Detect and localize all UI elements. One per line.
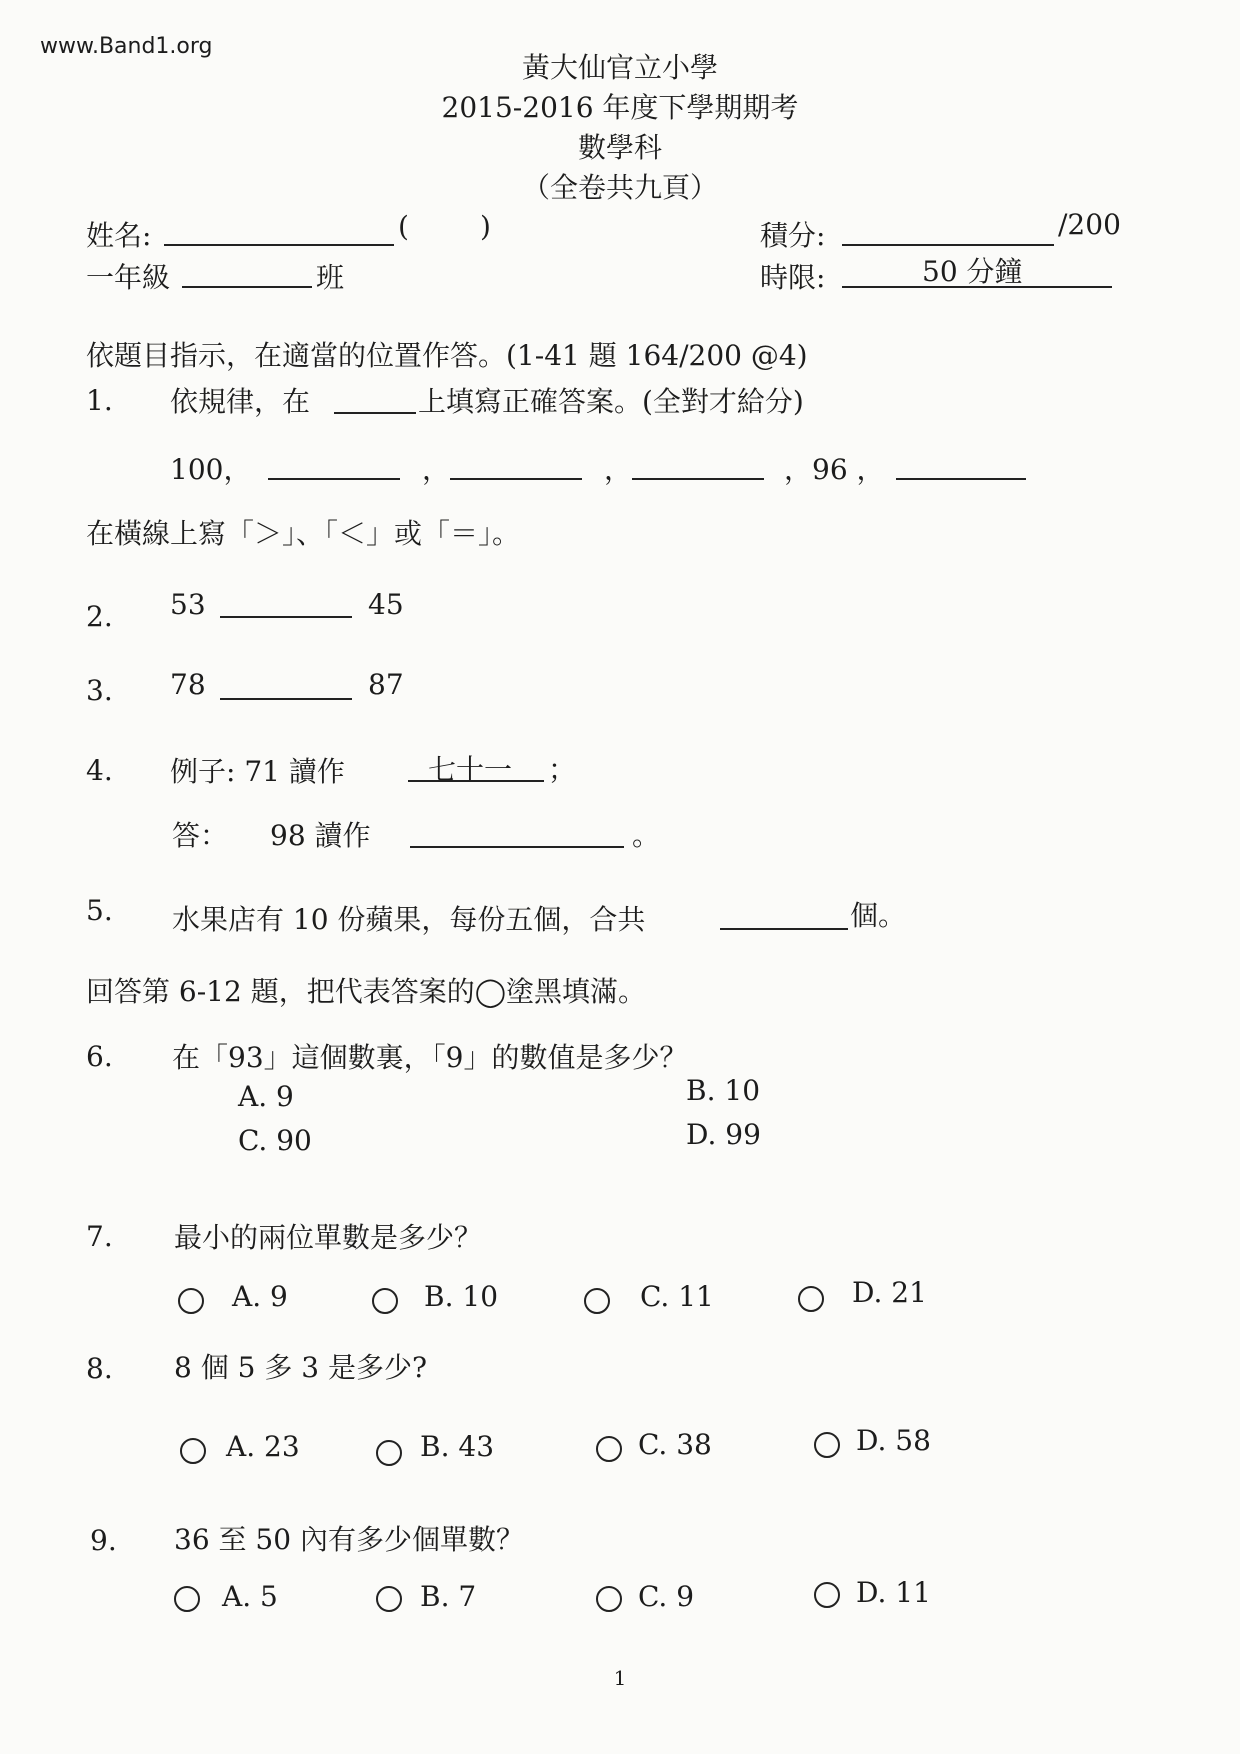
q2-right-value: 45	[368, 588, 404, 621]
q9-option-c: C. 9	[638, 1580, 695, 1613]
q4-question: 98 讀作	[270, 819, 371, 852]
q8-bubble-d[interactable]	[814, 1432, 840, 1458]
q8-bubble-c[interactable]	[596, 1436, 622, 1462]
class-number-open: (	[398, 210, 409, 243]
q1-value-100: 100，	[170, 453, 252, 486]
name-label: 姓名:	[86, 219, 152, 252]
q9-bubble-c[interactable]	[596, 1586, 622, 1612]
q7-bubble-c[interactable]	[584, 1288, 610, 1314]
q6-option-b[interactable]: B. 10	[686, 1074, 761, 1107]
class-label: 班	[316, 261, 345, 294]
q4-example-answer: 七十一	[428, 753, 513, 786]
watermark-url: www.Band1.org	[40, 34, 213, 59]
exam-term: 2015-2016 年度下學期期考	[441, 91, 799, 124]
q4-answer-label: 答：	[172, 819, 229, 852]
page-count: （全卷共九頁）	[521, 171, 718, 204]
q1-blank-2[interactable]	[450, 478, 582, 480]
q7-text: 最小的兩位單數是多少？	[174, 1221, 483, 1254]
main-instruction: 依題目指示，在適當的位置作答。(1-41 題 164/200 @4)	[86, 339, 808, 372]
exam-subject: 數學科	[577, 131, 662, 164]
q8-option-d: D. 58	[856, 1424, 931, 1457]
q4-example: 例子: 71 讀作	[170, 755, 345, 788]
q8-option-b: B. 43	[420, 1430, 495, 1463]
q1-comma-2: ，	[604, 453, 633, 486]
school-name: 黃大仙官立小學	[521, 51, 718, 84]
q5-text-b: 個。	[850, 899, 907, 932]
q2-number: 2.	[86, 600, 113, 633]
q8-bubble-b[interactable]	[376, 1440, 402, 1466]
score-label: 積分:	[760, 219, 826, 252]
q7-option-d: D. 21	[852, 1276, 927, 1309]
q4-period: 。	[632, 819, 661, 852]
q6-option-a[interactable]: A. 9	[238, 1080, 294, 1113]
q1-blank-4[interactable]	[896, 478, 1026, 480]
q6-option-c[interactable]: C. 90	[238, 1124, 312, 1157]
q4-example-underline	[408, 780, 544, 782]
compare-instruction: 在橫線上寫「＞」、「＜」或「＝」。	[86, 517, 521, 550]
q1-text-a: 依規律，在	[170, 385, 311, 418]
q1-text-b: 上填寫正確答案。(全對才給分)	[418, 385, 804, 418]
q7-bubble-b[interactable]	[372, 1288, 398, 1314]
q9-option-b: B. 7	[420, 1580, 477, 1613]
q1-blank-1[interactable]	[268, 478, 400, 480]
q7-bubble-d[interactable]	[798, 1286, 824, 1312]
q8-bubble-a[interactable]	[180, 1438, 206, 1464]
q1-value-96: ，96 ，	[784, 453, 885, 486]
q9-option-a: A. 5	[222, 1580, 278, 1613]
q1-inline-blank	[334, 412, 416, 414]
q2-answer-blank[interactable]	[220, 616, 352, 618]
q7-bubble-a[interactable]	[178, 1288, 204, 1314]
score-total: /200	[1058, 208, 1121, 241]
class-blank[interactable]	[182, 286, 312, 288]
q3-right-value: 87	[368, 668, 404, 701]
q8-option-c: C. 38	[638, 1428, 712, 1461]
q9-text: 36 至 50 內有多少個單數？	[174, 1523, 524, 1556]
q1-comma-1: ，	[422, 453, 451, 486]
class-number-close: )	[480, 210, 491, 243]
q5-number: 5.	[86, 894, 113, 927]
q7-number: 7.	[86, 1220, 113, 1253]
q9-option-d: D. 11	[856, 1576, 931, 1609]
q1-blank-3[interactable]	[632, 478, 764, 480]
q5-text-a: 水果店有 10 份蘋果，每份五個，合共	[172, 903, 646, 936]
page-number: 1	[613, 1666, 627, 1690]
q9-number: 9.	[90, 1524, 117, 1557]
q4-semicolon: ；	[548, 753, 577, 786]
q6-text: 在「93」這個數裏，「9」的數值是多少？	[172, 1041, 688, 1074]
q4-number: 4.	[86, 754, 113, 787]
q7-option-a: A. 9	[232, 1280, 288, 1313]
time-label: 時限:	[760, 261, 826, 294]
q7-option-b: B. 10	[424, 1280, 499, 1313]
q9-bubble-b[interactable]	[376, 1586, 402, 1612]
time-value: 50 分鐘	[922, 255, 1023, 288]
q3-left-value: 78	[170, 668, 206, 701]
q6-option-d[interactable]: D. 99	[686, 1118, 761, 1151]
q9-bubble-a[interactable]	[174, 1586, 200, 1612]
q2-left-value: 53	[170, 588, 206, 621]
q8-number: 8.	[86, 1352, 113, 1385]
q7-option-c: C. 11	[640, 1280, 714, 1313]
grade-label: 一年級	[86, 261, 171, 294]
q8-text: 8 個 5 多 3 是多少?	[174, 1351, 427, 1384]
q4-answer-blank[interactable]	[410, 846, 624, 848]
q3-number: 3.	[86, 674, 113, 707]
name-blank[interactable]	[164, 244, 394, 246]
mc-instruction: 回答第 6-12 題，把代表答案的◯塗黑填滿。	[86, 975, 647, 1008]
q5-answer-blank[interactable]	[720, 928, 848, 930]
score-blank[interactable]	[842, 244, 1054, 246]
q3-answer-blank[interactable]	[220, 698, 352, 700]
q1-number: 1.	[86, 384, 113, 417]
q9-bubble-d[interactable]	[814, 1582, 840, 1608]
q6-number: 6.	[86, 1040, 113, 1073]
q8-option-a: A. 23	[226, 1430, 300, 1463]
